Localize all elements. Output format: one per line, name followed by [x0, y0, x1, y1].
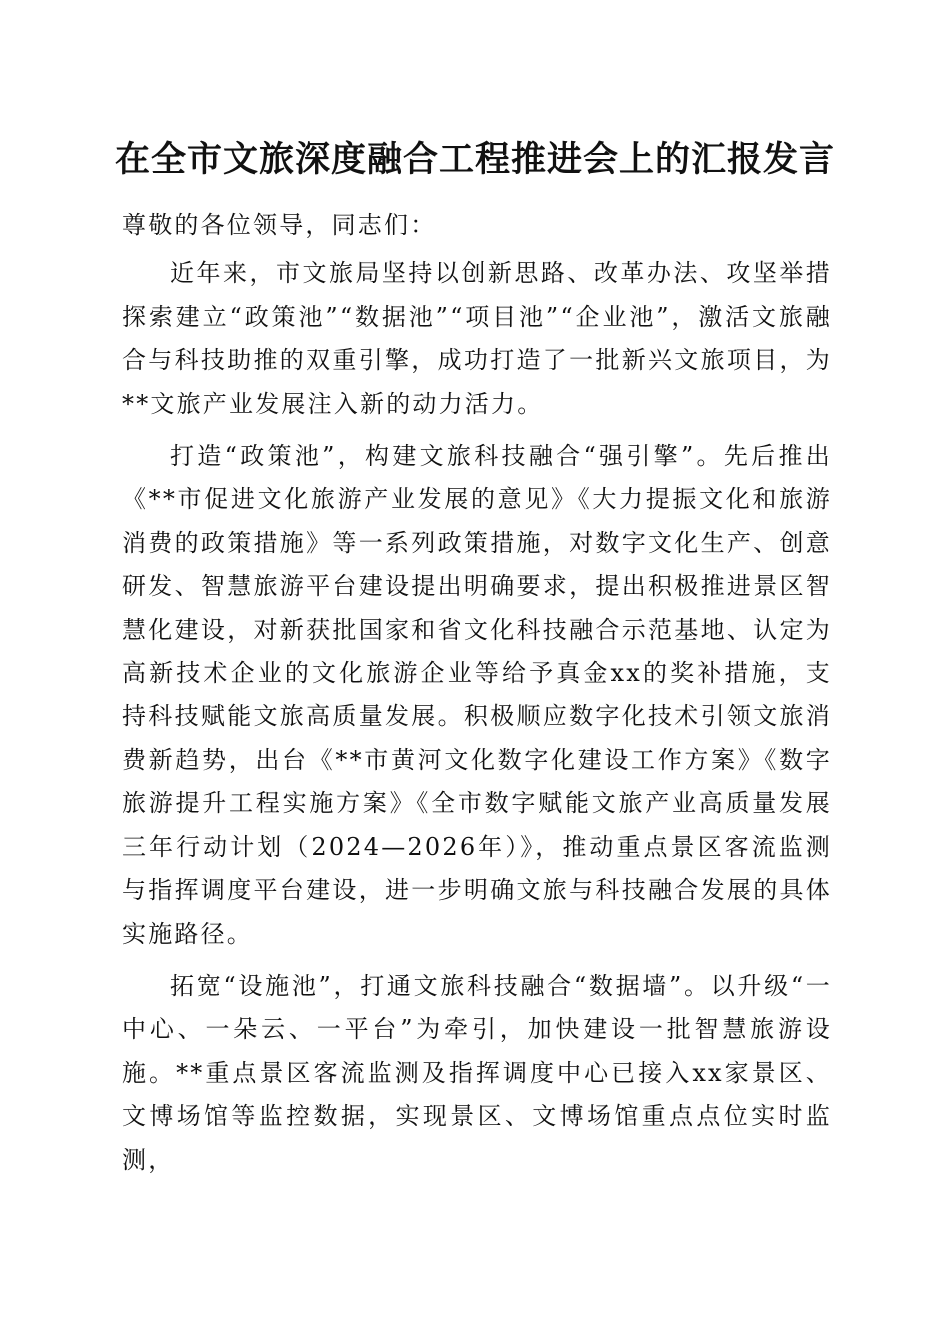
salutation: 尊敬的各位领导，同志们：	[122, 211, 437, 239]
paragraph-facility-pool: 拓宽“设施池”，打通文旅科技融合“数据墙”。以升级“一中心、一朵云、一平台”为牵引，加快建设一批智慧旅游设施。**重点景区客流监测及指挥调度中心已接入xx家景区、文博场馆等监控数据，实现景区、文博场馆重点点位实时监测，	[122, 971, 832, 1174]
document-body	[122, 204, 832, 1182]
paragraph-intro: 近年来，市文旅局坚持以创新思路、改革办法、攻坚举措探索建立“政策池”“数据池”“项目池”“企业池”，激活文旅融合与科技助推的双重引擎，成功打造了一批新兴文旅项目，为**文旅产业发展注入新的动力活力。	[122, 259, 832, 418]
paragraph-policy-pool: 打造“政策池”，构建文旅科技融合“强引擎”。先后推出《**市促进文化旅游产业发展的意见》《大力提振文化和旅游消费的政策措施》等一系列政策措施，对数字文化生产、创意研发、智慧旅游平台建设提出明确要求，提出积极推进景区智慧化建设，对新获批国家和省文化科技融合示范基地、认定为高新技术企业的文化旅游企业等给予真金xx的奖补措施，支持科技赋能文旅高质量发展。积极顺应数字化技术引领文旅消费新趋势，出台《**市黄河文化数字化建设工作方案》《数字旅游提升工程实施方案》《全市数字赋能文旅产业高质量发展三年行动计划（2024—2026年）》，推动重点景区客流监测与指挥调度平台建设，进一步明确文旅与科技融合发展的具体实施路径。	[122, 442, 832, 948]
document-title: 在全市文旅深度融合工程推进会上的汇报发言	[114, 139, 835, 180]
